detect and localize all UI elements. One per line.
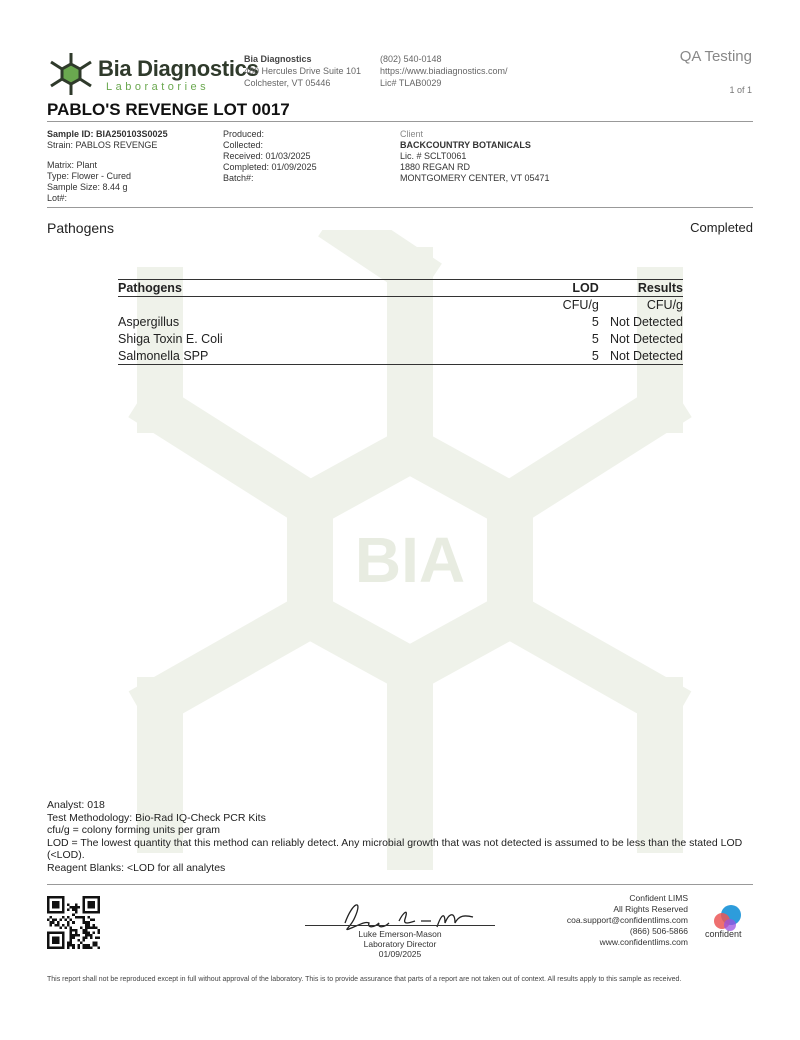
sample-type: Type: Flower - Cured [47, 171, 132, 181]
lab-contact-block [380, 53, 508, 89]
pathogens-table [118, 279, 683, 365]
table-row [118, 348, 683, 365]
pathogen-result: Not Detected [610, 332, 683, 346]
unit-results: CFU/g [646, 298, 683, 313]
qa-testing-label: QA Testing [679, 48, 752, 65]
reagent-blanks: Reagent Blanks: <LOD for all analytes [47, 861, 226, 874]
col-header-results: Results [599, 280, 683, 297]
signatory-name: Luke Emerson-Mason [358, 929, 442, 939]
test-methodology: Test Methodology: Bio-Rad IQ-Check PCR Kits [47, 811, 266, 824]
bia-logo [46, 50, 259, 98]
client-address-line1: 1880 REGAN RD [400, 162, 471, 172]
client-license: Lic. # SCLT0061 [400, 151, 467, 161]
lab-license: Lic# TLAB0029 [380, 78, 442, 88]
method-notes [47, 799, 753, 874]
batch-number: Batch#: [223, 173, 254, 183]
table-row [118, 331, 683, 348]
cfu-definition: cfu/g = colony forming units per gram [47, 824, 221, 836]
date-received: Received: 01/03/2025 [223, 151, 311, 161]
signatory-title: Laboratory Director [363, 939, 437, 949]
pathogen-result: Not Detected [599, 348, 683, 365]
lab-name: Bia Diagnostics [244, 54, 312, 64]
client-label: Client [400, 129, 424, 139]
bia-molecule-icon [46, 50, 96, 98]
signatory-block [305, 929, 495, 959]
lims-website[interactable]: www.confidentlims.com [599, 937, 688, 947]
lab-website[interactable]: https://www.biadiagnostics.com/ [380, 66, 508, 76]
analyst: Analyst: 018 [47, 799, 105, 811]
logo-name: Bia Diagnostics [98, 56, 259, 81]
col-header-lod: LOD [239, 280, 599, 297]
table-units-row [118, 297, 683, 314]
lab-address-block [244, 53, 361, 89]
lab-address-line1: 480 Hercules Drive Suite 101 [244, 66, 362, 76]
sample-size: Sample Size: 8.44 g [47, 182, 128, 192]
pathogen-lod: 5 [591, 332, 599, 346]
lab-phone: (802) 540-0148 [380, 54, 442, 64]
qr-code-icon[interactable] [47, 896, 100, 949]
sample-strain: Strain: PABLOS REVENGE [47, 140, 158, 150]
logo-subtitle: Laboratories [106, 81, 210, 93]
date-completed: Completed: 01/09/2025 [223, 162, 317, 172]
unit-pathogens [118, 297, 239, 314]
pathogen-lod: 5 [239, 348, 599, 365]
pathogen-name: Salmonella SPP [118, 348, 239, 365]
pathogen-lod: 5 [591, 315, 599, 329]
unit-lod: CFU/g [562, 298, 599, 313]
date-collected: Collected: [223, 140, 264, 150]
client-name: BACKCOUNTRY BOTANICALS [400, 140, 531, 150]
page-indicator: 1 of 1 [729, 85, 752, 95]
signature-line [305, 925, 495, 926]
client-info [400, 129, 550, 184]
watermark-text: BIA [354, 524, 466, 596]
col-header-pathogens: Pathogens [118, 280, 239, 297]
sample-matrix: Matrix: Plant [47, 160, 98, 170]
pathogen-name: Aspergillus [118, 315, 180, 329]
table-header-row [118, 280, 683, 297]
sample-lot: Lot#: [47, 193, 68, 203]
sample-id: Sample ID: BIA250103S0025 [47, 129, 168, 139]
lims-phone: (866) 506-5866 [629, 926, 688, 936]
disclaimer: This report shall not be reproduced except in full without approval of the laboratory. This is to provide assurance that parts of a report are not taken out of context. All results apply to this sample as received. [47, 976, 682, 983]
client-address-line2: MONTGOMERY CENTER, VT 05471 [400, 173, 550, 183]
table-row [118, 314, 683, 331]
date-produced: Produced: [223, 129, 265, 139]
info-divider [47, 207, 753, 208]
pathogen-result: Not Detected [610, 315, 683, 329]
signature-date: 01/09/2025 [378, 949, 422, 959]
lims-email[interactable]: coa.support@confidentlims.com [566, 915, 688, 925]
sample-dates [223, 129, 317, 184]
section-status: Completed [690, 220, 753, 235]
report-title: PABLO'S REVENGE LOT 0017 [47, 100, 290, 119]
lims-rights: All Rights Reserved [613, 904, 688, 914]
confident-logo-text: confident [705, 929, 742, 939]
lims-name: Confident LIMS [629, 893, 688, 903]
section-title: Pathogens [47, 220, 114, 236]
pathogen-name: Shiga Toxin E. Coli [118, 332, 223, 346]
lab-address-line2: Colchester, VT 05446 [244, 78, 331, 88]
lod-definition: LOD = The lowest quantity that this method can reliably detect. Any microbial growth that was not detected is assumed to be less than the stated LOD (<LOD). [47, 836, 743, 861]
sample-info [47, 129, 168, 204]
footer-divider [47, 884, 753, 885]
lims-info [567, 893, 688, 948]
title-divider [47, 121, 753, 122]
